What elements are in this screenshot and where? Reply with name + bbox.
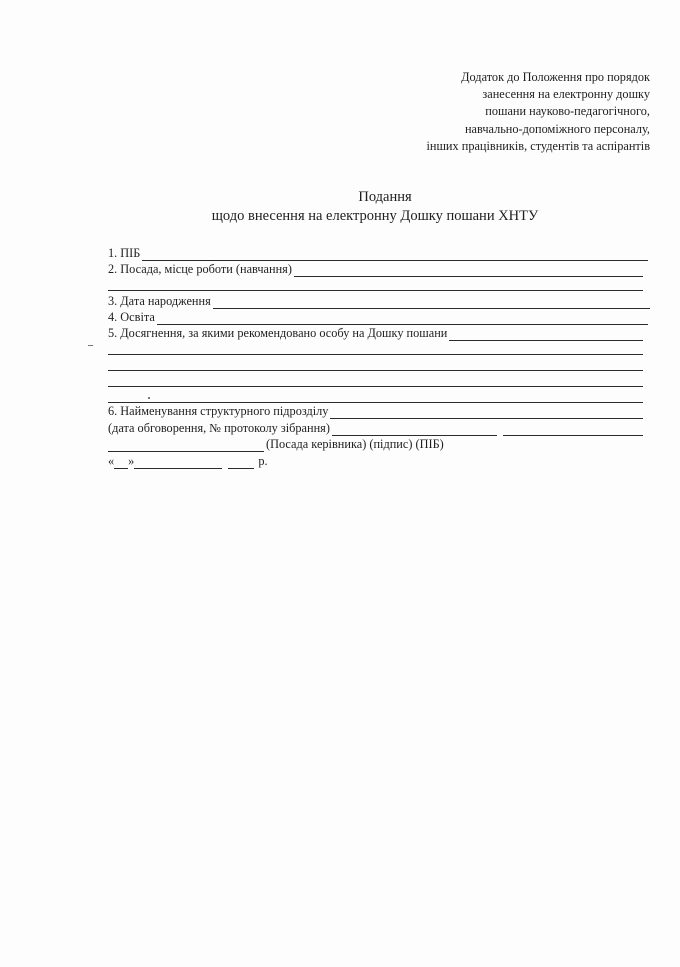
title-line-1: Подання [358, 189, 412, 205]
annex-line: пошани науково-педагогічного, [485, 104, 650, 119]
annex-note [350, 69, 650, 155]
field-label: 4. Освіта [108, 310, 155, 324]
fill-line [108, 290, 643, 291]
annex-line: Додаток до Положення про порядок [461, 70, 650, 84]
date-month-line [134, 456, 222, 469]
field-label: 6. Найменування структурного підрозділу [108, 404, 329, 418]
date-day-line [114, 456, 128, 469]
field-label: 1. ПІБ [108, 246, 141, 260]
field-meeting [108, 420, 643, 436]
scan-mark [148, 397, 150, 399]
fill-line [108, 439, 264, 452]
field-full-name [108, 245, 648, 261]
field-birth-date [108, 293, 650, 309]
field-label: (Посада керівника) (підпис) (ПІБ) [266, 437, 444, 451]
fill-line [213, 296, 650, 309]
annex-line: занесення на електронну дошку [482, 87, 650, 102]
date-suffix: р. [258, 454, 268, 468]
field-label: 2. Посада, місце роботи (навчання) [108, 262, 292, 276]
fill-line [157, 312, 648, 325]
fill-line [330, 406, 643, 419]
fill-line [108, 354, 643, 355]
field-label: 5. Досягнення, за якими рекомендовано особу на Дошку пошани [108, 326, 448, 340]
document-title [0, 188, 680, 226]
fill-line [294, 264, 643, 277]
fill-line [332, 423, 497, 436]
field-date [108, 453, 268, 469]
scan-mark [88, 345, 93, 346]
field-head-signature [108, 436, 446, 452]
field-department [108, 403, 643, 419]
date-quote-close: » [128, 454, 135, 468]
date-quote-open: « [108, 454, 115, 468]
field-achievements [108, 325, 643, 341]
field-position [108, 261, 643, 277]
annex-line: навчально-допоміжного персоналу, [464, 121, 650, 136]
field-education [108, 309, 648, 325]
field-label: (дата обговорення, № протоколу зібрання) [108, 421, 330, 435]
fill-line [503, 423, 643, 436]
date-year-line [228, 456, 254, 469]
fill-line [449, 328, 643, 341]
annex-line: інших працівників, студентів та аспірантів [426, 138, 650, 153]
fill-line [142, 248, 648, 261]
fill-line [108, 386, 643, 387]
field-label: 3. Дата народження [108, 294, 211, 308]
fill-line [108, 370, 643, 371]
title-line-2: щодо внесення на електронну Дошку пошани ХНТУ [211, 208, 539, 224]
